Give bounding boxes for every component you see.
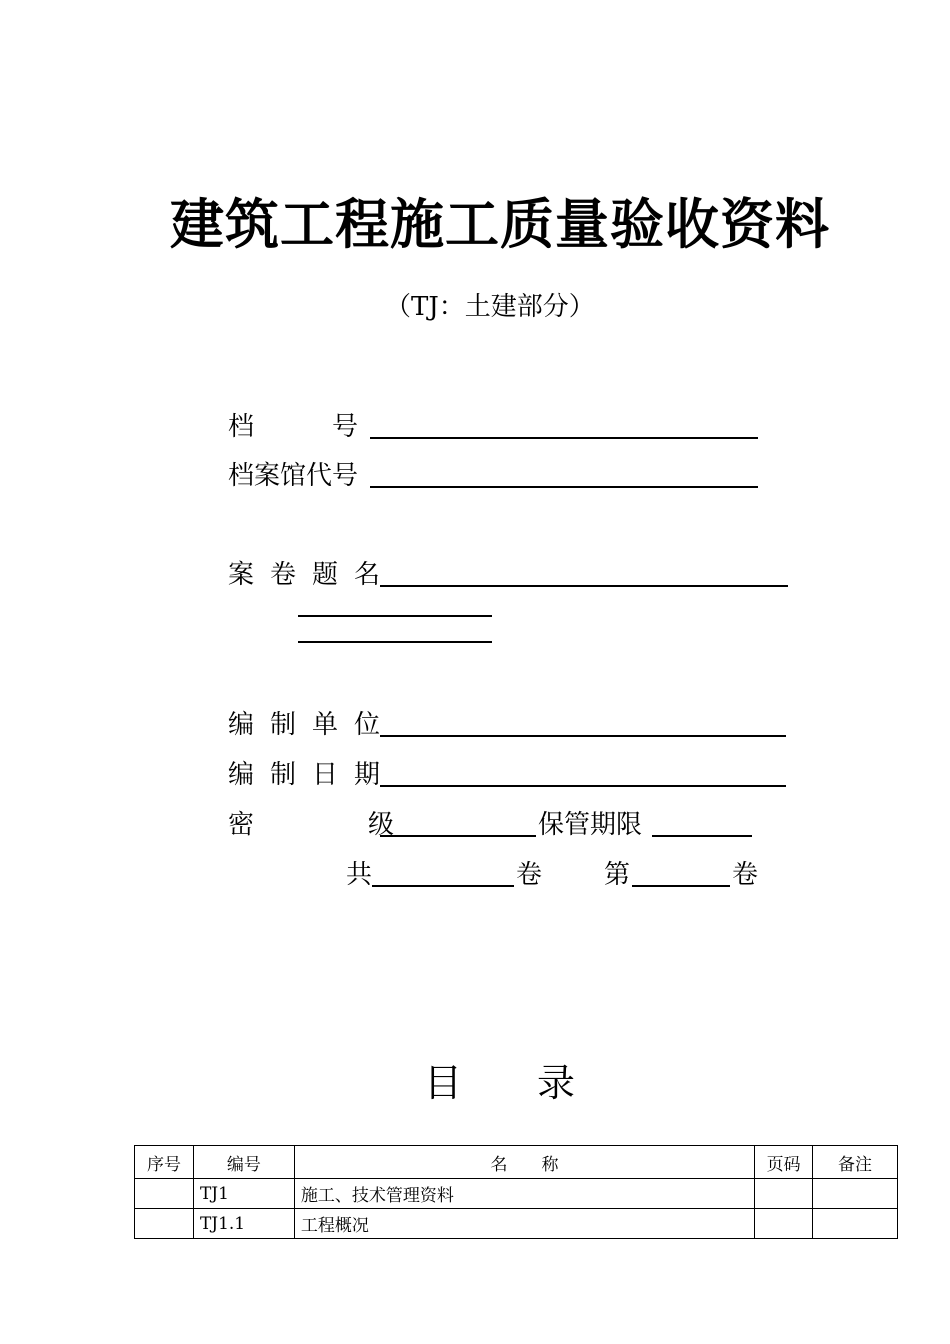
document-subtitle: （TJ：土建部分） <box>385 292 595 322</box>
document-title: 建筑工程施工质量验收资料 <box>170 192 830 256</box>
toc-table <box>134 1145 898 1239</box>
volume-title-line-1 <box>380 585 788 587</box>
toc-cell-page <box>755 1179 813 1209</box>
volume-suffix-2: 卷 <box>732 860 759 890</box>
number-line <box>632 885 730 887</box>
toc-cell-code: TJ1.1 <box>193 1209 294 1239</box>
toc-header-seq: 序号 <box>135 1146 194 1179</box>
volume-title-line-2 <box>298 615 492 617</box>
number-prefix: 第 <box>604 860 631 890</box>
secret-level-label: 密 级 <box>228 810 404 840</box>
toc-cell-seq <box>135 1179 194 1209</box>
toc-header-page: 页码 <box>755 1146 813 1179</box>
table-row <box>135 1209 898 1239</box>
toc-header-code: 编号 <box>193 1146 294 1179</box>
toc-cell-code: TJ1 <box>193 1179 294 1209</box>
retention-line <box>652 835 752 837</box>
toc-header-row <box>135 1146 898 1179</box>
retention-label: 保管期限 <box>538 810 643 840</box>
compile-date-line <box>380 785 786 787</box>
total-line <box>372 885 514 887</box>
toc-cell-name: 工程概况 <box>294 1209 754 1239</box>
compiler-label: 编制单位 <box>228 710 397 740</box>
toc-cell-seq <box>135 1209 194 1239</box>
archive-code-line <box>370 486 758 488</box>
secret-level-line <box>380 835 536 837</box>
volume-title-line-3 <box>298 641 492 643</box>
total-prefix: 共 <box>346 860 373 890</box>
archive-no-line <box>370 437 758 439</box>
compile-date-label: 编制日期 <box>228 760 397 790</box>
toc-title-left: 目 <box>424 1061 463 1105</box>
toc-cell-page <box>755 1209 813 1239</box>
volume-suffix-1: 卷 <box>516 860 543 890</box>
archive-no-label: 档 号 <box>228 412 359 442</box>
table-row <box>135 1179 898 1209</box>
volume-title-label: 案卷题名 <box>228 560 397 590</box>
toc-header-note: 备注 <box>813 1146 898 1179</box>
toc-header-name: 名 称 <box>294 1146 754 1179</box>
compiler-line <box>380 735 786 737</box>
toc-cell-note <box>813 1209 898 1239</box>
toc-cell-name: 施工、技术管理资料 <box>294 1179 754 1209</box>
archive-code-label: 档案馆代号 <box>228 461 359 491</box>
toc-cell-note <box>813 1179 898 1209</box>
toc-title-right: 录 <box>537 1061 576 1105</box>
